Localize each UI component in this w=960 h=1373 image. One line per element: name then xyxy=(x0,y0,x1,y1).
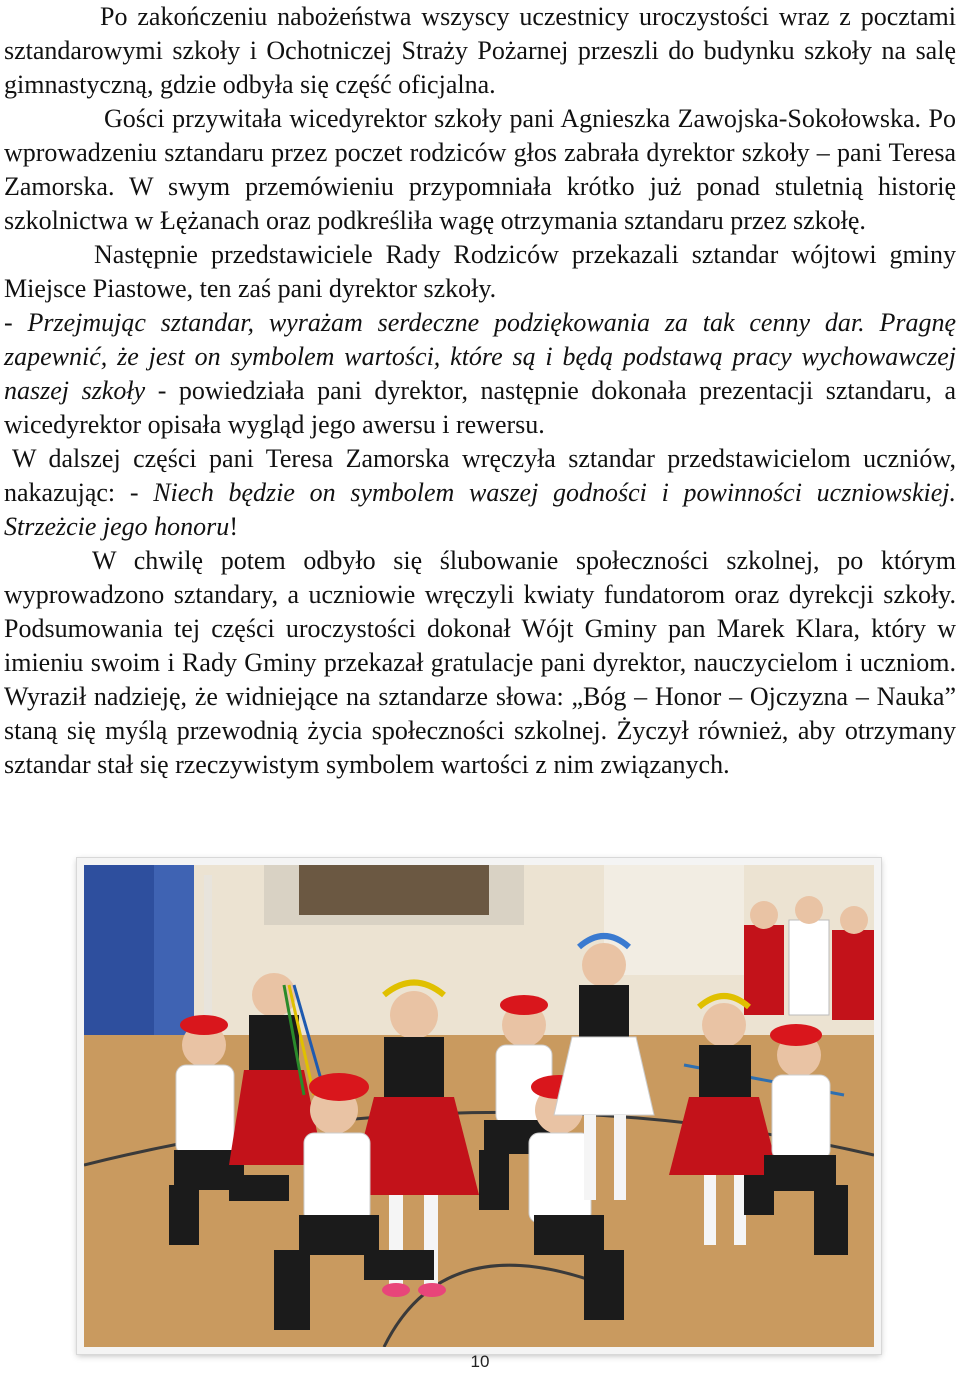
paragraph-director-quote: - Przejmując sztandar, wyrażam serdeczne podziękowania za tak cenny dar. Pragnę zapewnić, że jest on symbolem wartości, które są i będą podstawą pracy wychowawczej naszej szkoły - powiedziała pani dyrektor, następnie dokonała prezentacji sztandaru, a wicedyrektor opisała wygląd jego awersu i rewersu. xyxy=(4,308,957,439)
portrait xyxy=(299,865,489,915)
paragraph-students-oath: W dalszej części pani Teresa Zamorska wręczyła sztandar przedstawicielom uczniów, nakazując: - Niech będzie on symbolem waszej godności i powinności uczniowskiej. Strzeżcie jego honoru! xyxy=(4,444,956,541)
paragraph-welcome-speech: Gości przywitała wicedyrektor szkoły pani Agnieszka Zawojska-Sokołowska. Po wprowadzeniu sztandaru przez poczet rodziców głos zabrała dyrektor szkoły – pani Teresa Zamorska. W swym przemówieniu przypomniała krótko już ponad stuletnią historię szkolnictwa w Łężanach oraz podkreśliła wagę otrzymania sztandaru przez szkołę. xyxy=(4,104,956,235)
page-number: 10 xyxy=(470,1352,490,1371)
director-quote: Przejmując sztandar, wyrażam serdeczne podziękowania za tak cenny dar. Pragnę zapewnić, że jest on symbolem wartości, które są i będą podstawą pracy wychowawczej naszej szkoły xyxy=(4,308,956,405)
photo-folk-dance xyxy=(77,858,881,1354)
dance-illustration xyxy=(84,865,874,1347)
article-text xyxy=(4,0,956,782)
paragraph-official-part: Po zakończeniu nabożeństwa wszyscy uczestnicy uroczystości wraz z pocztami sztandarowymi szkoły i Ochotniczej Straży Pożarnej przeszli do budynku szkoły na salę gimnastyczną, gdzie odbyła się część oficjalna. xyxy=(4,2,956,99)
students-quote: Niech będzie on symbolem waszej godności i powinności uczniowskiej. Strzeżcie jego honoru xyxy=(4,478,956,541)
paragraph-banner-handover: Następnie przedstawiciele Rady Rodziców przekazali sztandar wójtowi gminy Miejsce Piastowe, ten zaś pani dyrektor szkoły. xyxy=(4,240,956,303)
audience-group xyxy=(744,896,874,1020)
paragraph-summary: W chwilę potem odbyło się ślubowanie społeczności szkolnej, po którym wyprowadzono sztandary, a uczniowie wręczyli kwiaty fundatorom oraz dyrekcji szkoły. Podsumowania tej części uroczystości dokonał Wójt Gminy pan Marek Klara, który w imieniu swoim i Rady Gminy przekazał gratulacje pani dyrektor, nauczycielom i uczniom. Wyraził nadzieję, że widniejące na sztandarze słowa: „Bóg – Honor – Ojczyzna – Nauka” staną się myślą przewodnią życia społeczności szkolnej. Życzył również, aby otrzymany sztandar stał się rzeczywistym symbolem wartości z nim związanych. xyxy=(4,546,956,779)
